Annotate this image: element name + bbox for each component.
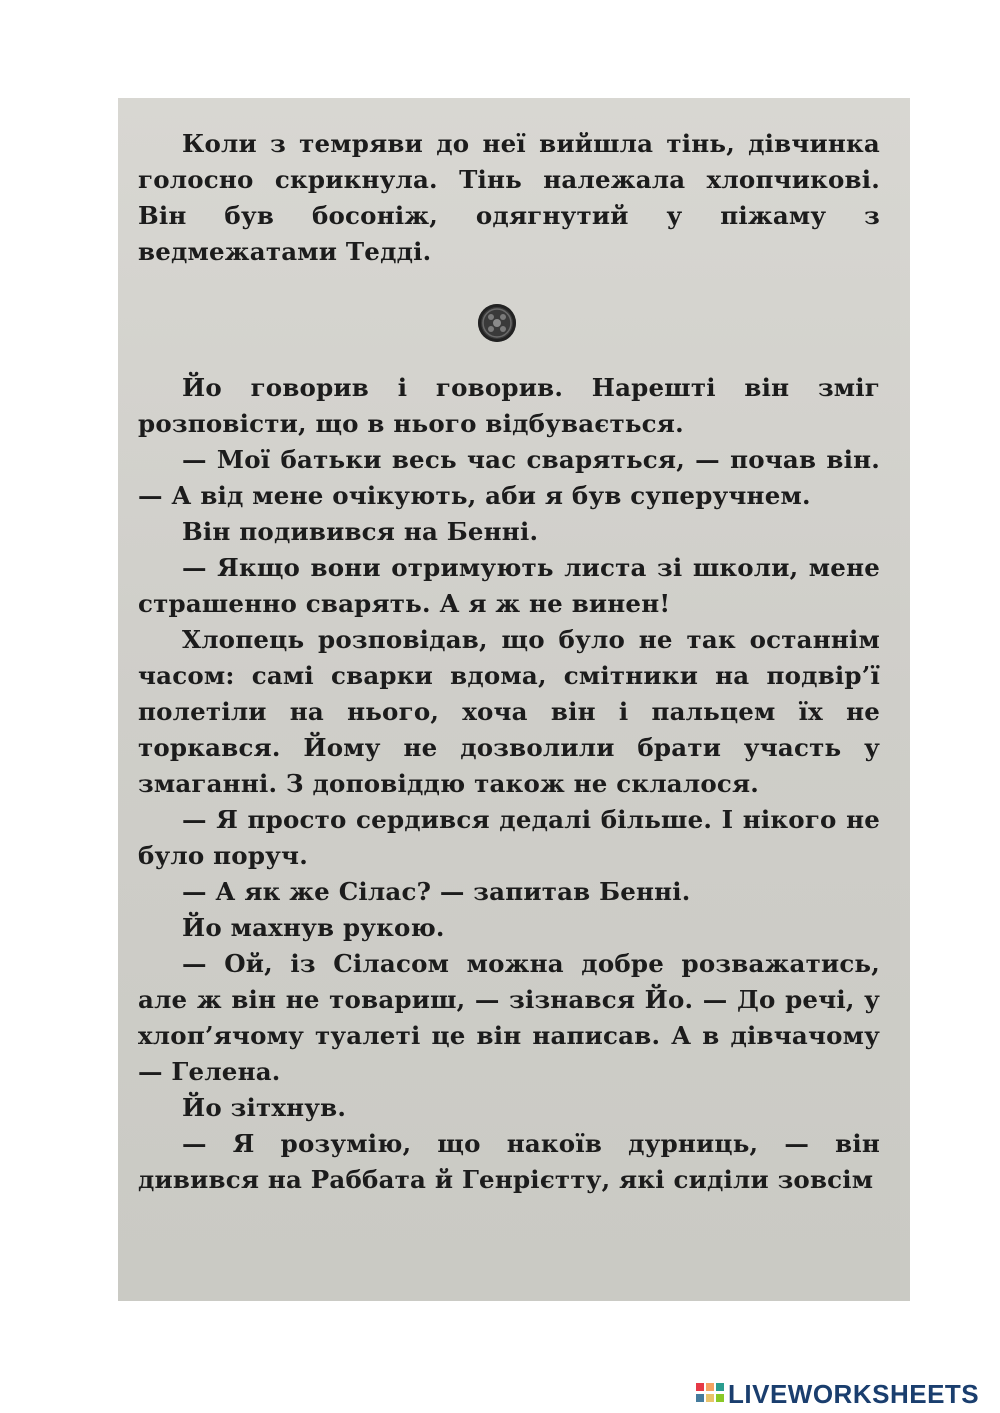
book-page-text (138, 122, 880, 1198)
paragraph: Йо махнув рукою. (182, 913, 445, 942)
paragraph: Він подивився на Бенні. (182, 517, 539, 546)
paragraph: Коли з темряви до неї вийшла тінь, дівчинка голосно скрикнула. Тінь належала хлопчикові. Він був босоніж, одягнутий у піжаму з ведмежатами Тедді. (138, 129, 880, 266)
watermark-text: LIVEWORKSHEETS (728, 1378, 980, 1409)
paragraph: — Я розумію, що накоїв дурниць, — він дивився на Раббата й Генрієтту, які сиділи зовсім (138, 1129, 880, 1194)
paragraph: — А як же Сілас? — запитав Бенні. (182, 877, 691, 906)
paragraph: — Я просто сердився дедалі більше. І нікого не було поруч. (138, 805, 880, 870)
paragraph: — Ой, із Сіласом можна добре розважатись, але ж він не товариш, — зізнався Йо. — До речі, у хлоп’ячому туалеті це він написав. А в дівчачому — Гелена. (138, 949, 880, 1086)
section-divider (138, 270, 880, 370)
paragraph: Йо говорив і говорив. Нарешті він зміг розповісти, що в нього відбувається. (138, 373, 880, 438)
ornament-icon (478, 304, 516, 342)
paragraph: — Мої батьки весь час сваряться, — почав він. — А від мене очікують, аби я був суперучнем. (138, 445, 880, 510)
paragraph: Йо зітхнув. (182, 1093, 347, 1122)
paragraph: — Якщо вони отримують листа зі школи, мене страшенно сварять. А я ж не винен! (138, 553, 880, 618)
liveworksheets-watermark (696, 1378, 979, 1410)
liveworksheets-logo-icon (696, 1383, 724, 1405)
paragraph: Хлопець розповідав, що було не так останнім часом: самі сварки вдома, смітники на подвір’ї полетіли на нього, хоча він і пальцем їх не торкався. Йому не дозволили брати участь у змаганні. З доповіддю також не склалося. (138, 625, 880, 798)
book-page-photo (118, 98, 910, 1301)
